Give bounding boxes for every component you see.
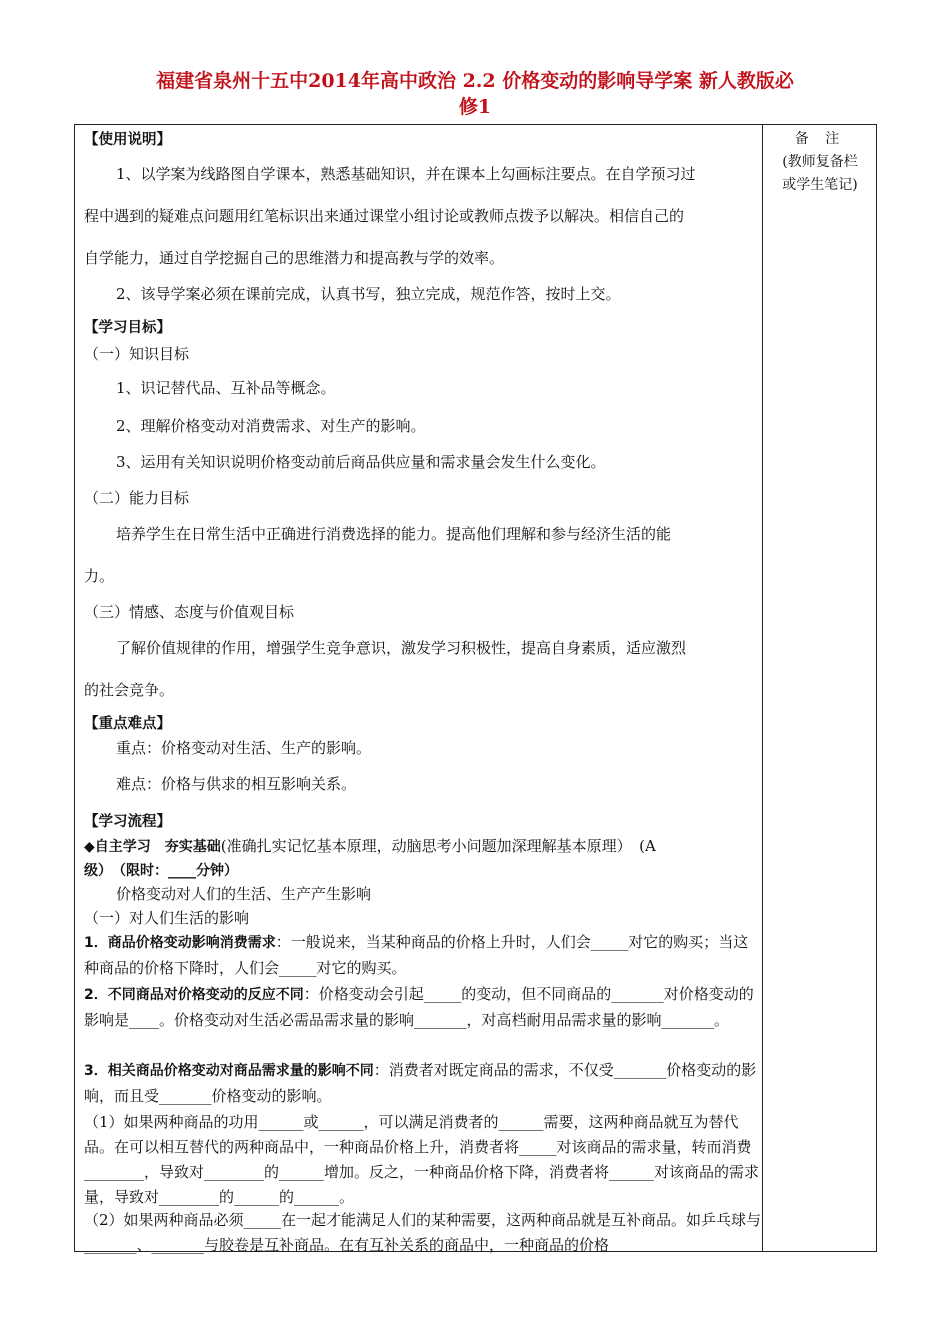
time-limit-line [84,860,238,881]
emotion-goal-a: 了解价值规律的作用，增强学生竞争意识，激发学习积极性，提高自身素质，适应激烈 [116,639,687,657]
notes-sub-2: 或学生笔记) [782,177,858,193]
time-limit-blank: ____ [168,863,196,879]
notes-sub-1: (教师复备栏 [782,154,858,170]
self-study-label: ◆自主学习 夯实基础 [84,839,221,855]
title-line-2: 修1 [458,96,492,118]
key-point: 重点：价格变动对生活、生产的影响。 [116,739,372,757]
paragraph-1-text: ：一般说来，当某种商品的价格上升时，人们会_____对它的购买；当这种商品的价格下降时，人们会_____对它的购买。 [84,933,749,977]
column-divider [762,124,763,1252]
usage-para-2: 2、该导学案必须在课前完成，认真书写，独立完成，规范作答，按时上交。 [116,285,621,303]
self-study-line [84,836,656,857]
usage-para-1b: 程中遇到的疑难点问题用红笔标识出来通过课堂小组讨论或教师点拨予以解决。相信自己的 [84,207,685,225]
key-points-heading: 【重点难点】 [84,716,171,732]
ability-goal-a: 培养学生在日常生活中正确进行消费选择的能力。提高他们理解和参与经济生活的能 [116,525,672,543]
emotion-goals-heading: （三）情感、态度与价值观目标 [84,603,295,621]
paragraph-5: （2）如果两种商品必须_____在一起才能满足人们的某种需要，这两种商品就是互补商品。如乒乓球与_______、_______与胶卷是互补商品。在有互补关系的商品中，一种商品的价格 [84,1211,762,1254]
notes-column [764,128,876,197]
usage-heading: 【使用说明】 [84,132,171,148]
process-heading: 【学习流程】 [84,814,171,830]
time-limit-label: 级） （限时： [84,863,168,879]
paragraph-4: （1）如果两种商品的功用______或______，可以满足消费者的______需要，这两种商品就互为替代品。在可以相互替代的两种商品中，一种商品价格上升，消费者将_____对该商品的需求量，转而消费________，导致对________的______增加。反之，一种商品价格下降，消费者将______对该商品的需求量，导致对________的______的______。 [84,1113,760,1206]
paragraph-2-lead: 2．不同商品对价格变动的反应不同 [84,987,304,1003]
paragraph-3-lead: 3．相关商品价格变动对商品需求量的影响不同 [84,1063,374,1079]
paragraph-2-text: ：价格变动会引起_____的变动，但不同商品的_______对价格变动的影响是____。价格变动对生活必需品需求量的影响_______，对高档耐用品需求量的影响_______。 [84,985,754,1029]
knowledge-goal-3: 3、运用有关知识说明价格变动前后商品供应量和需求量会发生什么变化。 [116,453,606,471]
title-line-1: 福建省泉州十五中2014年高中政治 2.2 价格变动的影响导学案 新人教版必 [156,70,794,92]
paragraph-1-lead: 1．商品价格变动影响消费需求 [84,935,276,951]
goals-heading: 【学习目标】 [84,320,171,336]
difficult-point: 难点：价格与供求的相互影响关系。 [116,775,357,793]
paragraph-3-text: ：消费者对既定商品的需求，不仅受_______价格变动的影响，而且受_______价格变动的影响。 [84,1061,757,1105]
emotion-goal-b: 的社会竞争。 [84,681,175,699]
self-study-desc: (准确扎实记忆基本原理，动脑思考小问题加深理解基本原理） (A [220,837,656,855]
process-intro: 价格变动对人们的生活、生产产生影响 [116,885,372,903]
life-impact-heading: （一）对人们生活的影响 [84,909,250,927]
knowledge-goal-2: 2、理解价格变动对消费需求、对生产的影响。 [116,417,426,435]
paragraph-3 [84,1058,762,1109]
ability-goal-b: 力。 [84,567,115,585]
paragraph-2 [84,982,762,1033]
time-limit-unit: 分钟） [196,863,238,879]
document-title [60,68,890,120]
ability-goals-heading: （二）能力目标 [84,489,190,507]
usage-para-1c: 自学能力，通过自学挖掘自己的思维潜力和提高教与学的效率。 [84,249,505,267]
knowledge-goal-1: 1、识记替代品、互补品等概念。 [116,379,336,397]
notes-heading: 备 注 [794,131,846,147]
paragraph-1 [84,930,762,981]
usage-para-1a: 1、以学案为线路图自学课本，熟悉基础知识，并在课本上勾画标注要点。在自学预习过 [116,165,696,183]
knowledge-goals-heading: （一）知识目标 [84,345,190,363]
